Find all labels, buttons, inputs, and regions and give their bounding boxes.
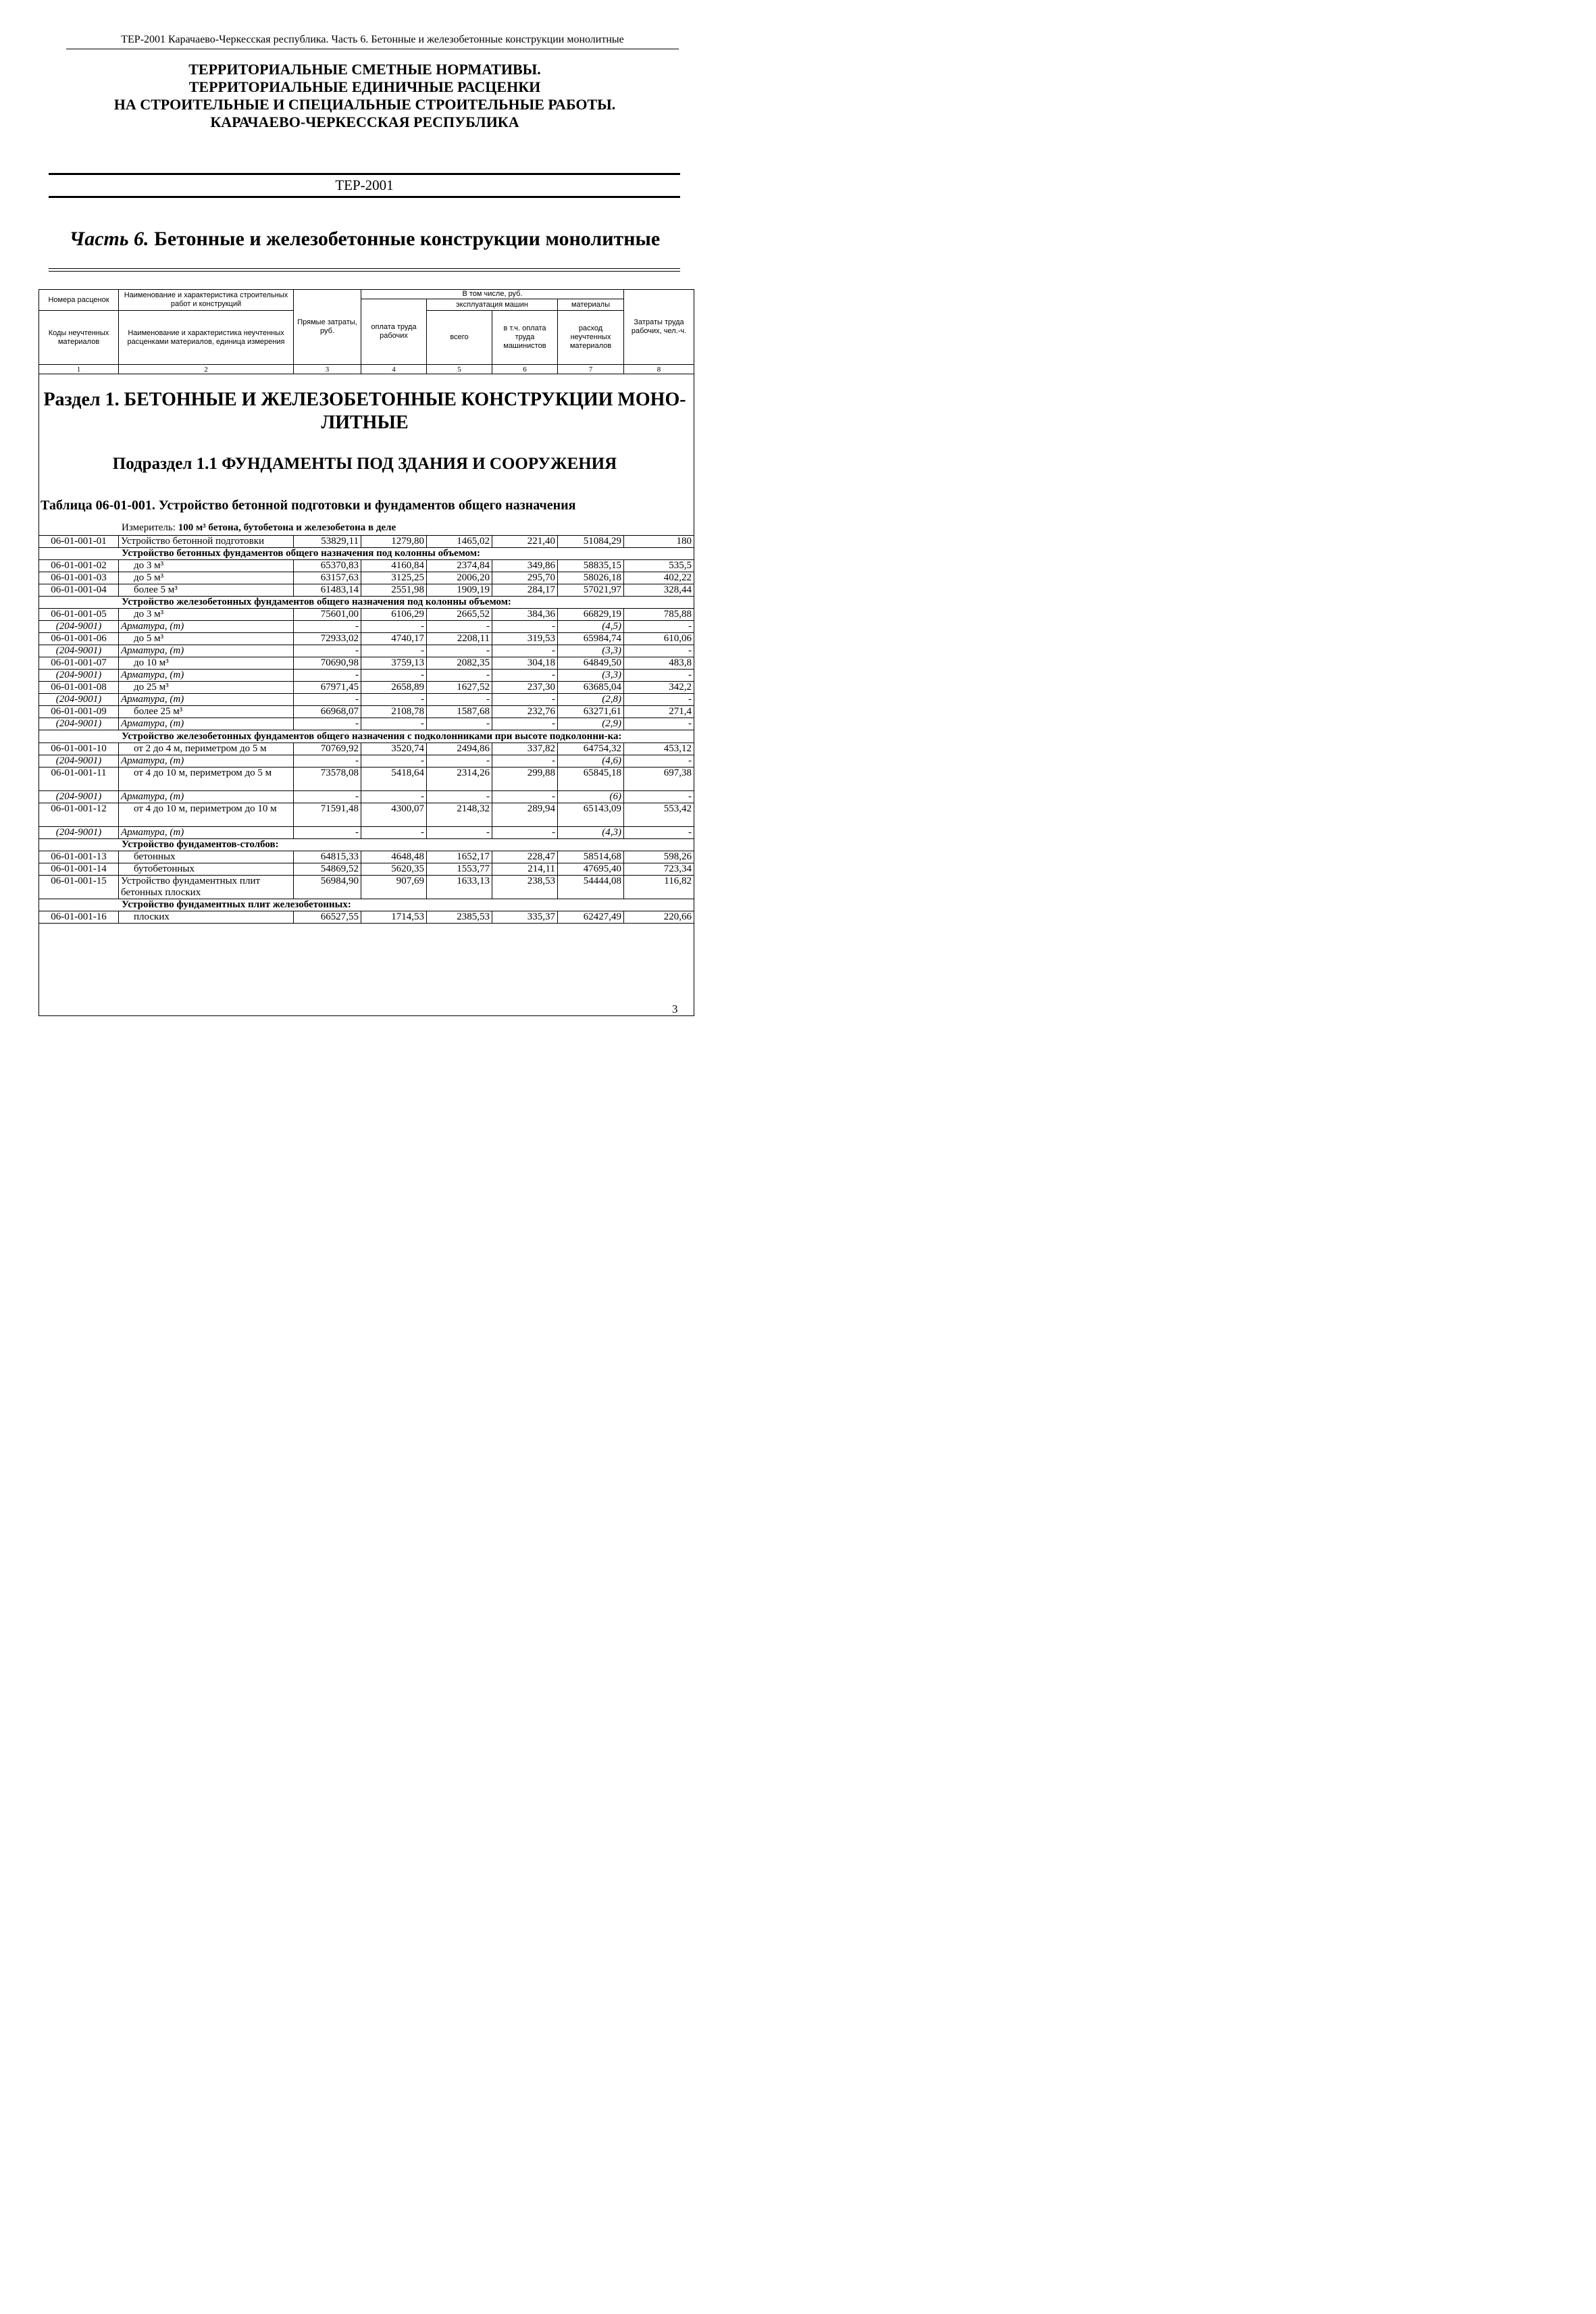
cell-direct-costs: - xyxy=(294,755,361,768)
rate-row xyxy=(39,572,694,584)
cell-worker-pay: 1279,80 xyxy=(361,536,427,548)
part-name: Бетонные и железобетонные конструкции монолитные xyxy=(154,228,661,250)
cell-worker-pay: 1714,53 xyxy=(361,911,427,924)
cell-labor-hours: 723,34 xyxy=(624,863,694,876)
rate-code: 06-01-001-15 xyxy=(39,876,119,899)
material-row xyxy=(39,755,694,768)
cell-machines-total: - xyxy=(427,755,492,768)
cell-machines-total: 2148,32 xyxy=(427,803,492,827)
cell-worker-pay: - xyxy=(361,718,427,730)
cell-worker-pay: 4160,84 xyxy=(361,560,427,572)
material-name: Арматура, (т) xyxy=(119,694,294,706)
header-material-usage: расход неучтенных материалов xyxy=(558,311,624,365)
rate-name: до 3 м³ xyxy=(119,609,294,621)
rate-row xyxy=(39,609,694,621)
cell-materials-cost: (4,3) xyxy=(558,827,624,839)
group-heading: Устройство бетонных фундаментов общего назначения под колонны объемом: xyxy=(39,548,694,560)
material-name: Арматура, (т) xyxy=(119,755,294,768)
cell-materials-cost: (2,8) xyxy=(558,694,624,706)
cell-direct-costs: 72933,02 xyxy=(294,633,361,645)
cell-direct-costs: - xyxy=(294,621,361,633)
rate-code: 06-01-001-10 xyxy=(39,743,119,755)
cell-direct-costs: 70769,92 xyxy=(294,743,361,755)
rate-code: 06-01-001-01 xyxy=(39,536,119,548)
cell-materials-cost: 62427,49 xyxy=(558,911,624,924)
rate-code: 06-01-001-11 xyxy=(39,768,119,791)
cell-worker-pay: 907,69 xyxy=(361,876,427,899)
group-heading: Устройство железобетонных фундаментов общего назначения под колонны объемом: xyxy=(39,597,694,609)
cell-materials-cost: 57021,97 xyxy=(558,584,624,597)
material-code: (204-9001) xyxy=(39,645,119,657)
header-col-number: 6 xyxy=(492,365,558,374)
cell-operator-pay: 319,53 xyxy=(492,633,558,645)
main-title xyxy=(41,61,689,131)
material-code: (204-9001) xyxy=(39,827,119,839)
rate-row xyxy=(39,706,694,718)
header-col-number: 5 xyxy=(427,365,492,374)
table-title: Таблица 06-01-001. Устройство бетонной подготовки и фундаментов общего назначения xyxy=(41,498,576,513)
cell-labor-hours: 785,88 xyxy=(624,609,694,621)
cell-machines-total: 1652,17 xyxy=(427,851,492,863)
cell-materials-cost: 63685,04 xyxy=(558,682,624,694)
cell-labor-hours: - xyxy=(624,827,694,839)
cell-worker-pay: - xyxy=(361,694,427,706)
cell-worker-pay: 4300,07 xyxy=(361,803,427,827)
header-work-name: Наименование и характеристика строительных работ и конструкций xyxy=(119,290,294,311)
cell-worker-pay: - xyxy=(361,827,427,839)
rate-row xyxy=(39,803,694,827)
cell-materials-cost: (4,6) xyxy=(558,755,624,768)
cell-materials-cost: 64754,32 xyxy=(558,743,624,755)
rate-name: до 5 м³ xyxy=(119,572,294,584)
cell-operator-pay: - xyxy=(492,621,558,633)
cell-direct-costs: 63157,63 xyxy=(294,572,361,584)
header-material-names: Наименование и характеристика неучтенных расценками материалов, единица измерения xyxy=(119,311,294,365)
cell-operator-pay: 284,17 xyxy=(492,584,558,597)
material-code: (204-9001) xyxy=(39,755,119,768)
cell-materials-cost: (6) xyxy=(558,791,624,803)
cell-machines-total: 1587,68 xyxy=(427,706,492,718)
cell-materials-cost: 51084,29 xyxy=(558,536,624,548)
header-col-number: 3 xyxy=(294,365,361,374)
cell-labor-hours: - xyxy=(624,791,694,803)
cell-machines-total: 1627,52 xyxy=(427,682,492,694)
material-code: (204-9001) xyxy=(39,694,119,706)
header-material-codes: Коды неучтенных материалов xyxy=(39,311,119,365)
cell-labor-hours: - xyxy=(624,694,694,706)
cell-machines-total: - xyxy=(427,645,492,657)
header-col-number: 8 xyxy=(624,365,694,374)
cell-direct-costs: 66527,55 xyxy=(294,911,361,924)
rate-code: 06-01-001-07 xyxy=(39,657,119,670)
rate-name: бутобетонных xyxy=(119,863,294,876)
group-heading: Устройство фундаментов-столбов: xyxy=(39,839,694,851)
rate-name: до 25 м³ xyxy=(119,682,294,694)
cell-worker-pay: - xyxy=(361,621,427,633)
group-heading: Устройство железобетонных фундаментов общего назначения с подколонниками при высоте подколонни-ка: xyxy=(39,730,694,743)
cell-operator-pay: 232,76 xyxy=(492,706,558,718)
cell-direct-costs: 75601,00 xyxy=(294,609,361,621)
cell-operator-pay: 384,36 xyxy=(492,609,558,621)
cell-labor-hours: 453,12 xyxy=(624,743,694,755)
cell-worker-pay: 5620,35 xyxy=(361,863,427,876)
cell-operator-pay: 237,30 xyxy=(492,682,558,694)
cell-operator-pay: 238,53 xyxy=(492,876,558,899)
cell-labor-hours: 271,4 xyxy=(624,706,694,718)
rates-body xyxy=(39,536,694,924)
rate-row xyxy=(39,633,694,645)
header-direct-costs: Прямые затраты, руб. xyxy=(294,290,361,365)
part-title xyxy=(41,226,689,252)
cell-operator-pay: - xyxy=(492,755,558,768)
rate-name: более 25 м³ xyxy=(119,706,294,718)
divider-rule xyxy=(49,173,680,175)
rate-code: 06-01-001-08 xyxy=(39,682,119,694)
header-col-number: 7 xyxy=(558,365,624,374)
rate-code: 06-01-001-13 xyxy=(39,851,119,863)
rate-code: 06-01-001-03 xyxy=(39,572,119,584)
cell-machines-total: - xyxy=(427,621,492,633)
header-materials: материалы xyxy=(558,299,624,311)
cell-operator-pay: 299,88 xyxy=(492,768,558,791)
cell-worker-pay: 6106,29 xyxy=(361,609,427,621)
cell-labor-hours: 610,06 xyxy=(624,633,694,645)
cell-operator-pay: - xyxy=(492,694,558,706)
cell-materials-cost: (4,5) xyxy=(558,621,624,633)
material-code: (204-9001) xyxy=(39,718,119,730)
cell-materials-cost: 64849,50 xyxy=(558,657,624,670)
measure-prefix: Измеритель: xyxy=(122,522,178,533)
group-heading-row xyxy=(39,548,694,560)
cell-worker-pay: 4740,17 xyxy=(361,633,427,645)
cell-labor-hours: 220,66 xyxy=(624,911,694,924)
cell-direct-costs: 73578,08 xyxy=(294,768,361,791)
rate-code: 06-01-001-12 xyxy=(39,803,119,827)
material-name: Арматура, (т) xyxy=(119,670,294,682)
cell-machines-total: 2665,52 xyxy=(427,609,492,621)
cell-worker-pay: 2551,98 xyxy=(361,584,427,597)
material-name: Арматура, (т) xyxy=(119,791,294,803)
cell-operator-pay: 349,86 xyxy=(492,560,558,572)
material-row xyxy=(39,621,694,633)
material-row xyxy=(39,645,694,657)
rate-row xyxy=(39,560,694,572)
cell-machines-total: - xyxy=(427,670,492,682)
divider-rule xyxy=(49,271,680,272)
cell-worker-pay: 2108,78 xyxy=(361,706,427,718)
cell-direct-costs: - xyxy=(294,694,361,706)
cell-direct-costs: 67971,45 xyxy=(294,682,361,694)
cell-machines-total: - xyxy=(427,827,492,839)
cell-direct-costs: 65370,83 xyxy=(294,560,361,572)
cell-direct-costs: 71591,48 xyxy=(294,803,361,827)
material-row xyxy=(39,670,694,682)
divider-rule xyxy=(49,268,680,269)
header-including: В том числе, руб. xyxy=(361,290,624,299)
rates-table xyxy=(38,535,694,924)
cell-worker-pay: 4648,48 xyxy=(361,851,427,863)
group-heading-row xyxy=(39,899,694,911)
cell-direct-costs: 61483,14 xyxy=(294,584,361,597)
rate-name: плоских xyxy=(119,911,294,924)
part-label: Часть 6. xyxy=(69,228,149,250)
ter-code: ТЕР-2001 xyxy=(335,177,394,193)
cell-worker-pay: 2658,89 xyxy=(361,682,427,694)
cell-labor-hours: - xyxy=(624,621,694,633)
cell-machines-total: 1633,13 xyxy=(427,876,492,899)
rate-row xyxy=(39,876,694,899)
cell-direct-costs: 53829,11 xyxy=(294,536,361,548)
rate-row xyxy=(39,682,694,694)
cell-machines-total: 2082,35 xyxy=(427,657,492,670)
header-col-number: 2 xyxy=(119,365,294,374)
main-title-line: ТЕРРИТОРИАЛЬНЫЕ ЕДИНИЧНЫЕ РАСЦЕНКИ xyxy=(188,78,541,95)
cell-operator-pay: - xyxy=(492,791,558,803)
cell-worker-pay: 5418,64 xyxy=(361,768,427,791)
cell-worker-pay: 3759,13 xyxy=(361,657,427,670)
material-name: Арматура, (т) xyxy=(119,645,294,657)
cell-materials-cost: 58026,18 xyxy=(558,572,624,584)
cell-machines-total: 1909,19 xyxy=(427,584,492,597)
cell-materials-cost: 58835,15 xyxy=(558,560,624,572)
cell-worker-pay: 3125,25 xyxy=(361,572,427,584)
material-name: Арматура, (т) xyxy=(119,827,294,839)
cell-machines-total: 2494,86 xyxy=(427,743,492,755)
material-row xyxy=(39,694,694,706)
cell-labor-hours: 402,22 xyxy=(624,572,694,584)
measure-value: 100 м³ бетона, бутобетона и железобетона в деле xyxy=(178,522,396,533)
cell-machines-total: 1553,77 xyxy=(427,863,492,876)
section-title: Раздел 1. БЕТОННЫЕ И ЖЕЛЕЗОБЕТОННЫЕ КОНСТРУКЦИИ МОНО-ЛИТНЫЕ xyxy=(43,389,686,433)
cell-worker-pay: - xyxy=(361,755,427,768)
material-code: (204-9001) xyxy=(39,670,119,682)
cell-direct-costs: - xyxy=(294,791,361,803)
cell-labor-hours: - xyxy=(624,755,694,768)
running-header: ТЕР-2001 Карачаево-Черкесская республика. Часть 6. Бетонные и железобетонные конструкции монолитные xyxy=(121,34,624,45)
cell-labor-hours: 553,42 xyxy=(624,803,694,827)
main-title-line: КАРАЧАЕВО-ЧЕРКЕССКАЯ РЕСПУБЛИКА xyxy=(210,114,519,130)
group-heading-row xyxy=(39,730,694,743)
group-heading-row xyxy=(39,597,694,609)
header-col-number: 4 xyxy=(361,365,427,374)
cell-materials-cost: 66829,19 xyxy=(558,609,624,621)
page-number: 3 xyxy=(672,1003,678,1015)
cell-labor-hours: 535,5 xyxy=(624,560,694,572)
rate-name: от 4 до 10 м, периметром до 5 м xyxy=(119,768,294,791)
cell-machines-total: 2314,26 xyxy=(427,768,492,791)
main-title-line: НА СТРОИТЕЛЬНЫЕ И СПЕЦИАЛЬНЫЕ СТРОИТЕЛЬНЫЕ РАБОТЫ. xyxy=(113,96,616,113)
material-code: (204-9001) xyxy=(39,621,119,633)
rate-name: до 3 м³ xyxy=(119,560,294,572)
cell-materials-cost: 54444,08 xyxy=(558,876,624,899)
cell-labor-hours: 116,82 xyxy=(624,876,694,899)
group-heading: Устройство фундаментных плит железобетонных: xyxy=(39,899,694,911)
cell-machines-total: - xyxy=(427,694,492,706)
rate-row xyxy=(39,911,694,924)
rate-name: до 5 м³ xyxy=(119,633,294,645)
rate-code: 06-01-001-04 xyxy=(39,584,119,597)
rate-name: более 5 м³ xyxy=(119,584,294,597)
header-operator-pay: в т.ч. оплата труда машинистов xyxy=(492,311,558,365)
cell-materials-cost: 65143,09 xyxy=(558,803,624,827)
material-name: Арматура, (т) xyxy=(119,718,294,730)
cell-operator-pay: 304,18 xyxy=(492,657,558,670)
cell-operator-pay: 221,40 xyxy=(492,536,558,548)
material-code: (204-9001) xyxy=(39,791,119,803)
cell-labor-hours: 342,2 xyxy=(624,682,694,694)
cell-materials-cost: 47695,40 xyxy=(558,863,624,876)
cell-materials-cost: 65984,74 xyxy=(558,633,624,645)
rate-name: от 2 до 4 м, периметром до 5 м xyxy=(119,743,294,755)
main-title-line: ТЕРРИТОРИАЛЬНЫЕ СМЕТНЫЕ НОРМАТИВЫ. xyxy=(188,61,541,78)
cell-machines-total: 1465,02 xyxy=(427,536,492,548)
cell-direct-costs: - xyxy=(294,645,361,657)
cell-materials-cost: (2,9) xyxy=(558,718,624,730)
measure-unit xyxy=(122,522,396,534)
cell-operator-pay: - xyxy=(492,827,558,839)
cell-direct-costs: 70690,98 xyxy=(294,657,361,670)
column-header-table xyxy=(38,289,694,374)
rate-code: 06-01-001-16 xyxy=(39,911,119,924)
cell-operator-pay: 289,94 xyxy=(492,803,558,827)
rate-name: Устройство бетонной подготовки xyxy=(119,536,294,548)
cell-direct-costs: 54869,52 xyxy=(294,863,361,876)
cell-worker-pay: - xyxy=(361,645,427,657)
rate-row xyxy=(39,851,694,863)
cell-operator-pay: 335,37 xyxy=(492,911,558,924)
rate-row xyxy=(39,657,694,670)
cell-machines-total: - xyxy=(427,718,492,730)
cell-labor-hours: 483,8 xyxy=(624,657,694,670)
cell-labor-hours: - xyxy=(624,670,694,682)
material-row xyxy=(39,718,694,730)
rate-code: 06-01-001-05 xyxy=(39,609,119,621)
rate-row xyxy=(39,863,694,876)
rate-code: 06-01-001-02 xyxy=(39,560,119,572)
cell-direct-costs: - xyxy=(294,718,361,730)
cell-direct-costs: 56984,90 xyxy=(294,876,361,899)
header-machines-total: всего xyxy=(427,311,492,365)
cell-machines-total: - xyxy=(427,791,492,803)
cell-operator-pay: - xyxy=(492,645,558,657)
cell-operator-pay: 228,47 xyxy=(492,851,558,863)
cell-direct-costs: - xyxy=(294,827,361,839)
cell-materials-cost: 63271,61 xyxy=(558,706,624,718)
cell-worker-pay: 3520,74 xyxy=(361,743,427,755)
cell-direct-costs: 64815,33 xyxy=(294,851,361,863)
rate-name: от 4 до 10 м, периметром до 10 м xyxy=(119,803,294,827)
cell-machines-total: 2374,84 xyxy=(427,560,492,572)
cell-materials-cost: 58514,68 xyxy=(558,851,624,863)
group-heading-row xyxy=(39,839,694,851)
cell-materials-cost: (3,3) xyxy=(558,645,624,657)
material-row xyxy=(39,791,694,803)
header-machines: эксплуатация машин xyxy=(427,299,558,311)
rate-name: Устройство фундаментных плит бетонных плоских xyxy=(119,876,294,899)
header-worker-pay: оплата труда рабочих xyxy=(361,299,427,365)
cell-materials-cost: 65845,18 xyxy=(558,768,624,791)
rate-row xyxy=(39,584,694,597)
rate-row xyxy=(39,743,694,755)
cell-operator-pay: 214,11 xyxy=(492,863,558,876)
rate-code: 06-01-001-09 xyxy=(39,706,119,718)
cell-operator-pay: - xyxy=(492,670,558,682)
cell-operator-pay: 337,82 xyxy=(492,743,558,755)
cell-labor-hours: 697,38 xyxy=(624,768,694,791)
cell-worker-pay: - xyxy=(361,670,427,682)
cell-operator-pay: - xyxy=(492,718,558,730)
cell-worker-pay: - xyxy=(361,791,427,803)
material-row xyxy=(39,827,694,839)
header-rate-numbers: Номера расценок xyxy=(39,290,119,311)
cell-labor-hours: - xyxy=(624,645,694,657)
rate-code: 06-01-001-14 xyxy=(39,863,119,876)
cell-machines-total: 2385,53 xyxy=(427,911,492,924)
cell-labor-hours: - xyxy=(624,718,694,730)
cell-machines-total: 2006,20 xyxy=(427,572,492,584)
cell-direct-costs: 66968,07 xyxy=(294,706,361,718)
cell-materials-cost: (3,3) xyxy=(558,670,624,682)
cell-direct-costs: - xyxy=(294,670,361,682)
rate-name: до 10 м³ xyxy=(119,657,294,670)
rate-name: бетонных xyxy=(119,851,294,863)
cell-labor-hours: 180 xyxy=(624,536,694,548)
rate-row xyxy=(39,768,694,791)
cell-machines-total: 2208,11 xyxy=(427,633,492,645)
rate-row xyxy=(39,536,694,548)
cell-labor-hours: 598,26 xyxy=(624,851,694,863)
cell-labor-hours: 328,44 xyxy=(624,584,694,597)
subsection-title: Подраздел 1.1 ФУНДАМЕНТЫ ПОД ЗДАНИЯ И СООРУЖЕНИЯ xyxy=(112,455,617,473)
rate-code: 06-01-001-06 xyxy=(39,633,119,645)
cell-operator-pay: 295,70 xyxy=(492,572,558,584)
header-col-number: 1 xyxy=(39,365,119,374)
header-labor-costs: Затраты труда рабочих, чел.-ч. xyxy=(624,290,694,365)
divider-rule xyxy=(49,196,680,198)
material-name: Арматура, (т) xyxy=(119,621,294,633)
